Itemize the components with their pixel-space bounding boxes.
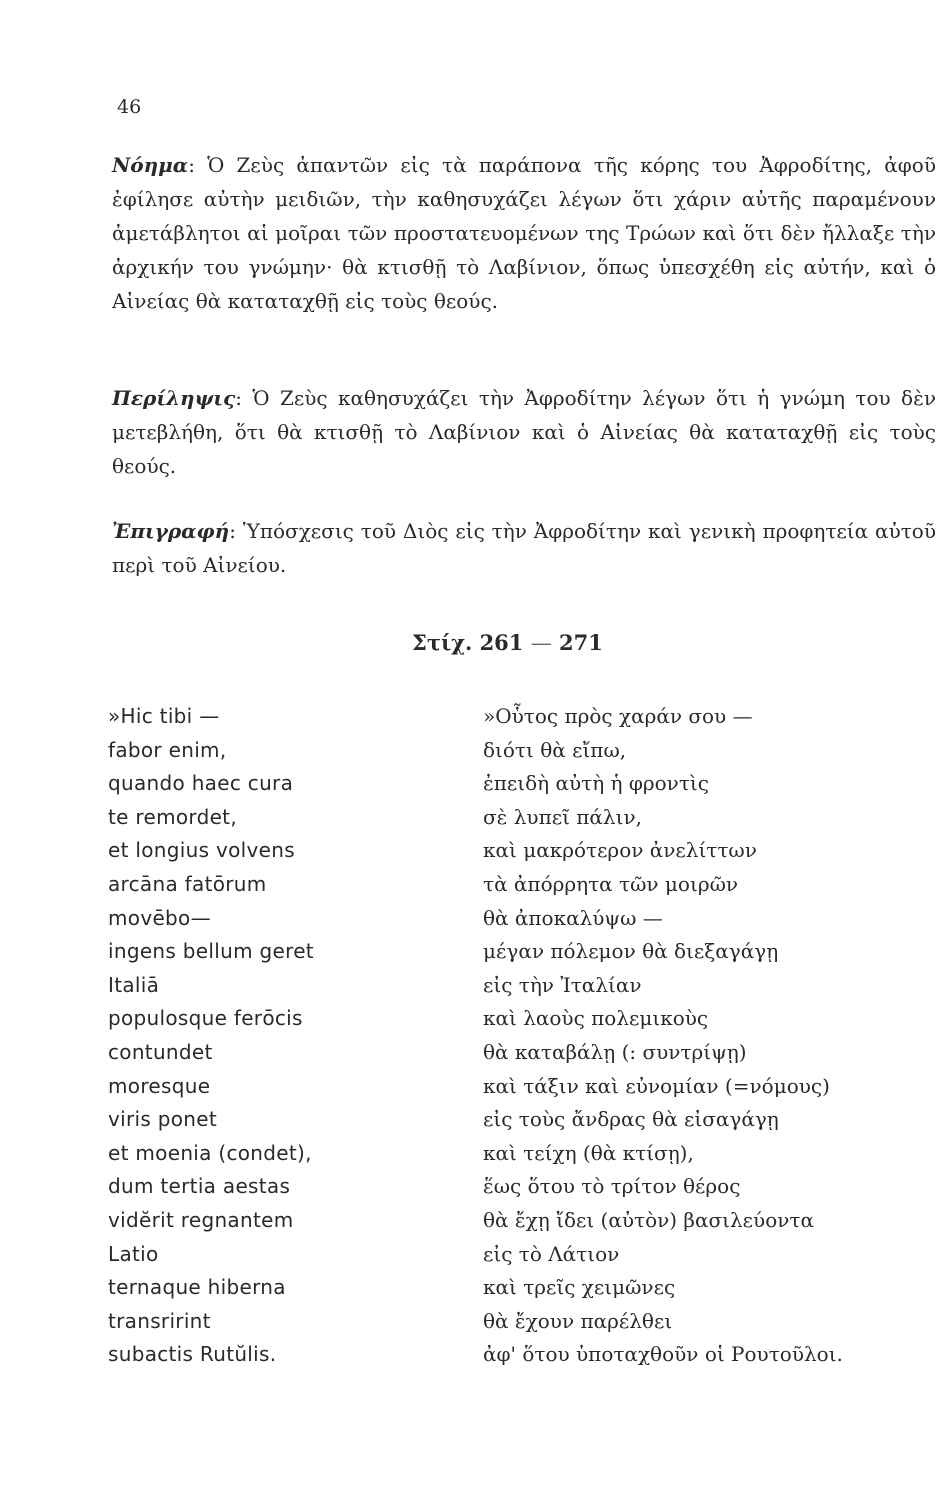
greek-verse-line: καὶ τάξιν καὶ εὐνομίαν (=νόμους)	[483, 1073, 830, 1098]
latin-verse-line: Latio	[108, 1241, 159, 1266]
greek-verse-line: θὰ ἔχουν παρέλθει	[483, 1308, 673, 1333]
greek-verse-line: ἕως ὅτου τὸ τρίτον θέρος	[483, 1174, 741, 1199]
verse-range-heading	[412, 630, 603, 655]
latin-verse-line: movēbo—	[108, 905, 211, 930]
latin-verse-line: transrirint	[108, 1308, 211, 1333]
paragraph-label: Ἐπιγραφή	[112, 519, 230, 543]
greek-verse-line: »Οὗτος πρὸς χαράν σου —	[483, 704, 753, 728]
verse-range-end: 271	[559, 630, 603, 655]
greek-verse-line: ἀφ' ὅτου ὑποταχθοῦν οἱ Ρουτοῦλοι.	[483, 1342, 843, 1367]
paragraph-epigrafi	[112, 514, 936, 582]
greek-verse-line: μέγαν πόλεμον θὰ διεξαγάγῃ	[483, 939, 779, 964]
paragraph-perilipsi	[112, 381, 936, 483]
latin-verse-line: dum tertia aestas	[108, 1174, 291, 1199]
latin-verse-line: arcāna fatōrum	[108, 871, 267, 896]
latin-verse-line: ternaque hiberna	[108, 1275, 286, 1300]
latin-verse-line: ingens bellum geret	[108, 939, 314, 964]
latin-verse-line: subactis Rutŭlis.	[108, 1342, 277, 1367]
latin-text-column	[108, 700, 314, 1372]
greek-verse-line: θὰ ἔχῃ ἴδει (αὐτὸν) βασιλεύοντα	[483, 1207, 814, 1232]
greek-verse-line: διότι θὰ εἴπω,	[483, 737, 627, 762]
paragraph-label: Περίληψις	[112, 386, 236, 410]
greek-verse-line: εἰς τὴν Ἰταλίαν	[483, 972, 642, 997]
latin-verse-line: quando haec cura	[108, 771, 294, 796]
verse-range-dash: —	[530, 631, 552, 655]
latin-verse-line: te remordet,	[108, 804, 237, 829]
greek-verse-line: εἰς τὸ Λάτιον	[483, 1241, 620, 1266]
latin-verse-line: contundet	[108, 1039, 213, 1064]
paragraph-noima	[112, 148, 936, 318]
greek-verse-line: καὶ λαοὺς πολεμικοὺς	[483, 1006, 709, 1031]
latin-verse-line: »Hic tibi —	[108, 704, 220, 728]
greek-verse-line: ἐπειδὴ αὐτὴ ἡ φροντὶς	[483, 771, 709, 796]
greek-verse-line: θὰ ἀποκαλύψω —	[483, 905, 663, 930]
greek-verse-line: τὰ ἀπόρρητα τῶν μοιρῶν	[483, 871, 739, 896]
page-number: 46	[117, 96, 142, 118]
paragraph-text: : Ὁ Ζεὺς καθησυχάζει τὴν Ἀφροδίτην λέγων ὅτι ἡ γνώμη του δὲν μετεβλήθη, ὅτι θὰ κτισθῇ τὸ Λαβίνιον καὶ ὁ Αἰνείας θὰ καταταχθῇ εἰς τοὺς θεούς.	[112, 386, 936, 478]
greek-verse-line: θὰ καταβάλῃ (: συντρίψῃ)	[483, 1039, 747, 1064]
latin-verse-line: fabor enim,	[108, 737, 227, 762]
greek-verse-line: καὶ τείχη (θὰ κτίσῃ),	[483, 1140, 694, 1165]
greek-translation-column	[483, 700, 843, 1372]
paragraph-text: : Ὁ Ζεὺς ἀπαντῶν εἰς τὰ παράπονα τῆς κόρης του Ἀφροδίτης, ἀφοῦ ἐφίλησε αὐτὴν μειδιῶν, τὴν καθησυχάζει λέγων ὅτι χάριν αὐτῆς παραμένουν ἀμετάβλητοι αἱ μοῖραι τῶν προστατευομένων της Τρώων καὶ ὅτι δὲν ἤλλαξε τὴν ἀρχικήν του γνώμην· θὰ κτισθῇ τὸ Λαβίνιον, ὅπως ὑπεσχέθη εἰς αὐτήν, καὶ ὁ Αἰνείας θὰ καταταχθῇ εἰς τοὺς θεούς.	[112, 153, 936, 313]
latin-verse-line: populosque ferōcis	[108, 1006, 303, 1031]
latin-verse-line: et longius volvens	[108, 838, 295, 863]
latin-verse-line: moresque	[108, 1073, 211, 1098]
paragraph-label: Νόημα	[112, 153, 189, 177]
paragraph-text: : Ὑπόσχεσις τοῦ Διὸς εἰς τὴν Ἀφροδίτην καὶ γενικὴ προφητεία αὐτοῦ περὶ τοῦ Αἰνείου.	[112, 519, 936, 577]
latin-verse-line: Italiā	[108, 972, 160, 997]
greek-verse-line: καὶ μακρότερον ἀνελίττων	[483, 838, 757, 863]
greek-verse-line: εἰς τοὺς ἄνδρας θὰ εἰσαγάγῃ	[483, 1107, 779, 1132]
latin-verse-line: et moenia (condet),	[108, 1140, 312, 1165]
latin-verse-line: vidĕrit regnantem	[108, 1207, 294, 1232]
greek-verse-line: καὶ τρεῖς χειμῶνες	[483, 1275, 676, 1300]
latin-verse-line: viris ponet	[108, 1107, 218, 1132]
verse-range-start: Στίχ. 261	[412, 630, 524, 655]
greek-verse-line: σὲ λυπεῖ πάλιν,	[483, 804, 642, 829]
